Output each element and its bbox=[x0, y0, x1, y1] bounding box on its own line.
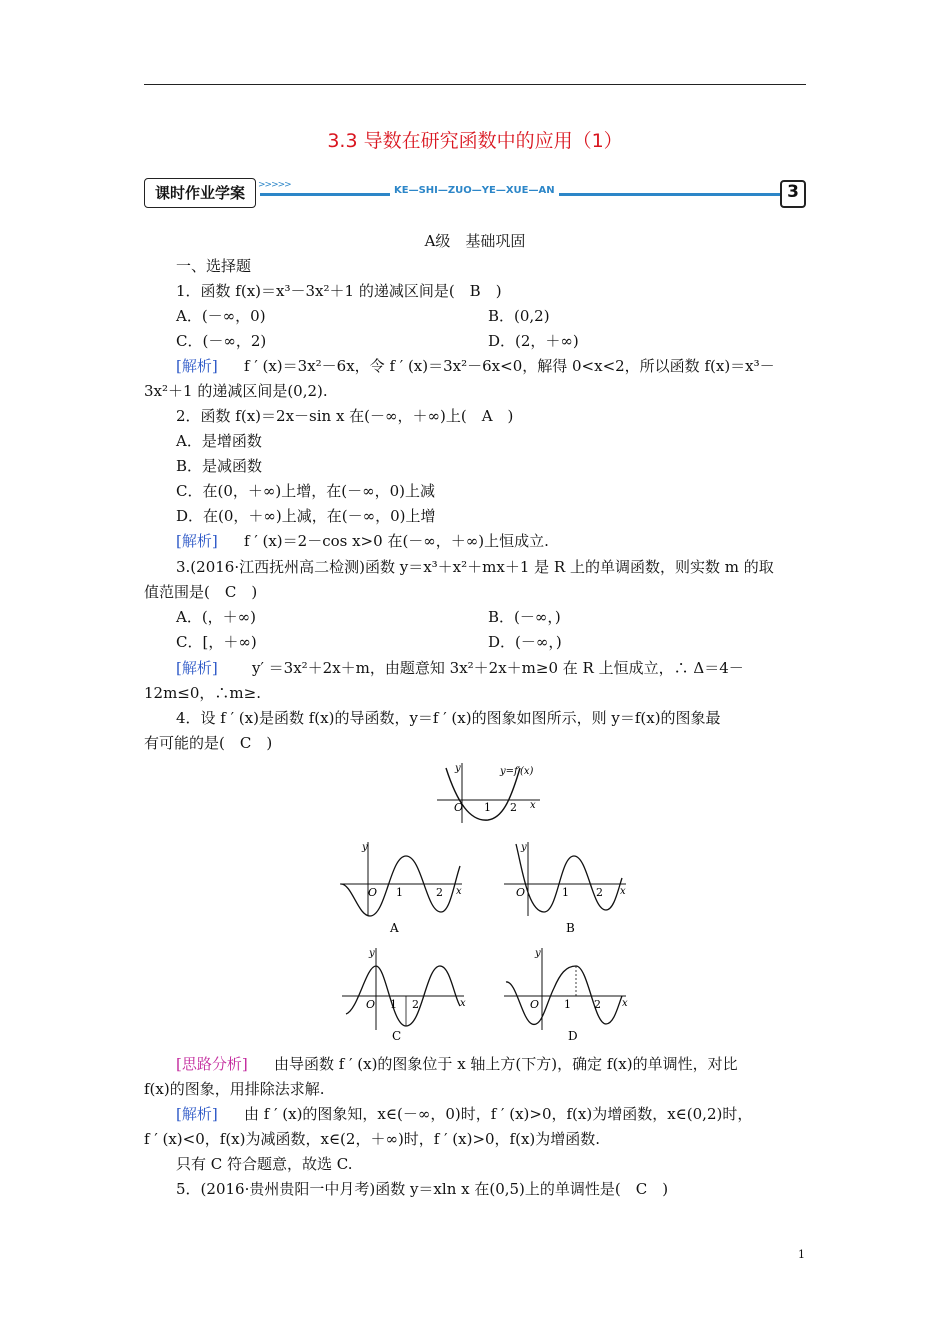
top-rule bbox=[144, 84, 806, 85]
q1-option-c: C．(－∞，2) bbox=[176, 332, 267, 350]
q3-option-d: D．(－∞，) bbox=[488, 633, 562, 651]
level-heading: A级 基础巩固 bbox=[424, 232, 526, 250]
question-4-line1: 4．设 f ′ (x)是函数 f(x)的导函数，y＝f ′ (x)的图象如图所示，则 y＝f(x)的图象最 bbox=[176, 709, 721, 727]
origin-label: O bbox=[366, 998, 376, 1011]
y-label: y bbox=[369, 948, 375, 959]
derivative-graph bbox=[432, 760, 547, 825]
q3-option-c: C．[，＋∞) bbox=[176, 633, 257, 651]
q3-solution-line2: 12m≤0，∴m≥. bbox=[144, 684, 261, 702]
q1-solution-tag: [解析] bbox=[176, 357, 218, 375]
tick-1: 1 bbox=[484, 801, 491, 814]
tick-1: 1 bbox=[564, 998, 571, 1011]
tick-2: 2 bbox=[510, 801, 517, 814]
x-label: x bbox=[530, 800, 536, 811]
section-heading: 一、选择题 bbox=[176, 257, 252, 275]
question-4-line2: 有可能的是( C ) bbox=[144, 734, 273, 752]
option-c-graph bbox=[340, 944, 472, 1044]
option-b-graph bbox=[502, 838, 632, 933]
x-label: x bbox=[460, 998, 466, 1009]
q1-option-a: A．(－∞，0) bbox=[176, 307, 266, 325]
q2-option-d: D．在(0，＋∞)上减，在(－∞，0)上增 bbox=[176, 507, 436, 525]
question-1: 1．函数 f(x)＝x³－3x²＋1 的递减区间是( B ) bbox=[176, 282, 502, 300]
caption-b: B bbox=[566, 921, 575, 933]
question-2: 2．函数 f(x)＝2x－sin x 在(－∞，＋∞)上( A ) bbox=[176, 407, 514, 425]
y-label: y bbox=[455, 763, 461, 774]
curve-d bbox=[506, 966, 622, 1024]
option-a-graph bbox=[338, 838, 468, 933]
y-label: y bbox=[535, 948, 541, 959]
tick-1: 1 bbox=[396, 886, 403, 899]
caption-c: C bbox=[392, 1029, 402, 1043]
q1-option-b: B．(0,2) bbox=[488, 307, 550, 325]
q4-solution-line3: 只有 C 符合题意，故选 C. bbox=[176, 1155, 353, 1173]
q3-option-b: B．(－∞，) bbox=[488, 608, 561, 626]
q4-hint-tag: [思路分析] bbox=[176, 1055, 248, 1073]
tick-2: 2 bbox=[594, 998, 601, 1011]
question-3-line1: 3.(2016·江西抚州高二检测)函数 y＝x³＋x²＋mx＋1 是 R 上的单调函数，则实数 m 的取 bbox=[176, 558, 774, 576]
banner-number: 3 bbox=[780, 180, 806, 208]
q2-option-b: B．是减函数 bbox=[176, 457, 263, 475]
q2-solution-line1: f ′ (x)＝2－cos x>0 在(－∞，＋∞)上恒成立. bbox=[244, 532, 549, 550]
page-title: 3.3 导数在研究函数中的应用（1） bbox=[327, 130, 623, 152]
q1-option-d: D．(2，＋∞) bbox=[488, 332, 579, 350]
banner-arrows: >>>>> bbox=[258, 180, 291, 190]
tick-2: 2 bbox=[596, 886, 603, 899]
q2-solution-tag: [解析] bbox=[176, 532, 218, 550]
origin-label: O bbox=[368, 886, 378, 899]
q1-solution-line2: 3x²＋1 的递减区间是(0,2). bbox=[144, 382, 328, 400]
caption-a: A bbox=[390, 921, 399, 933]
x-label: x bbox=[620, 886, 626, 897]
origin-label: O bbox=[530, 998, 540, 1011]
q3-option-a: A．(，＋∞) bbox=[176, 608, 257, 626]
q4-solution-line1: 由 f ′ (x)的图象知，x∈(－∞，0)时，f ′ (x)>0，f(x)为增函数，x∈(0,2)时， bbox=[244, 1105, 753, 1123]
option-d-graph bbox=[502, 944, 634, 1044]
q3-solution-line1: y′ ＝3x²＋2x＋m，由题意知 3x²＋2x＋m≥0 在 R 上恒成立，∴ Δ＝4－ bbox=[252, 659, 744, 677]
x-label: x bbox=[456, 886, 462, 897]
question-3-line2: 值范围是( C ) bbox=[144, 583, 258, 601]
section-banner bbox=[144, 178, 806, 208]
origin-label: O bbox=[516, 886, 526, 899]
y-label: y bbox=[521, 842, 527, 853]
caption-d: D bbox=[568, 1029, 578, 1043]
q2-option-a: A．是增函数 bbox=[176, 432, 262, 450]
tick-1: 1 bbox=[390, 998, 397, 1011]
tick-2: 2 bbox=[412, 998, 419, 1011]
q3-solution-tag: [解析] bbox=[176, 659, 218, 677]
question-5: 5．(2016·贵州贵阳一中月考)函数 y＝xln x 在(0,5)上的单调性是( C ) bbox=[176, 1180, 669, 1198]
curve-b bbox=[516, 844, 622, 912]
page-number: 1 bbox=[798, 1248, 805, 1261]
tick-2: 2 bbox=[436, 886, 443, 899]
q2-option-c: C．在(0，＋∞)上增，在(－∞，0)上减 bbox=[176, 482, 435, 500]
q1-solution-line1: f ′ (x)＝3x²－6x，令 f ′ (x)＝3x²－6x<0，解得 0<x<2，所以函数 f(x)＝x³－ bbox=[244, 357, 775, 375]
origin-label: O bbox=[454, 801, 464, 814]
q4-hint-line1: 由导函数 f ′ (x)的图象位于 x 轴上方(下方)，确定 f(x)的单调性，对比 bbox=[274, 1055, 738, 1073]
x-label: x bbox=[622, 998, 628, 1009]
q4-solution-tag: [解析] bbox=[176, 1105, 218, 1123]
tick-1: 1 bbox=[562, 886, 569, 899]
q4-hint-line2: f(x)的图象，用排除法求解. bbox=[144, 1080, 325, 1098]
curve-label: y=f′(x) bbox=[500, 766, 534, 777]
q4-solution-line2: f ′ (x)<0，f(x)为减函数，x∈(2，＋∞)时，f ′ (x)>0，f(x)为增函数. bbox=[144, 1130, 601, 1148]
y-label: y bbox=[362, 842, 368, 853]
banner-label: 课时作业学案 bbox=[144, 178, 256, 208]
banner-pinyin: KE—SHI—ZUO—YE—XUE—AN bbox=[390, 185, 559, 196]
